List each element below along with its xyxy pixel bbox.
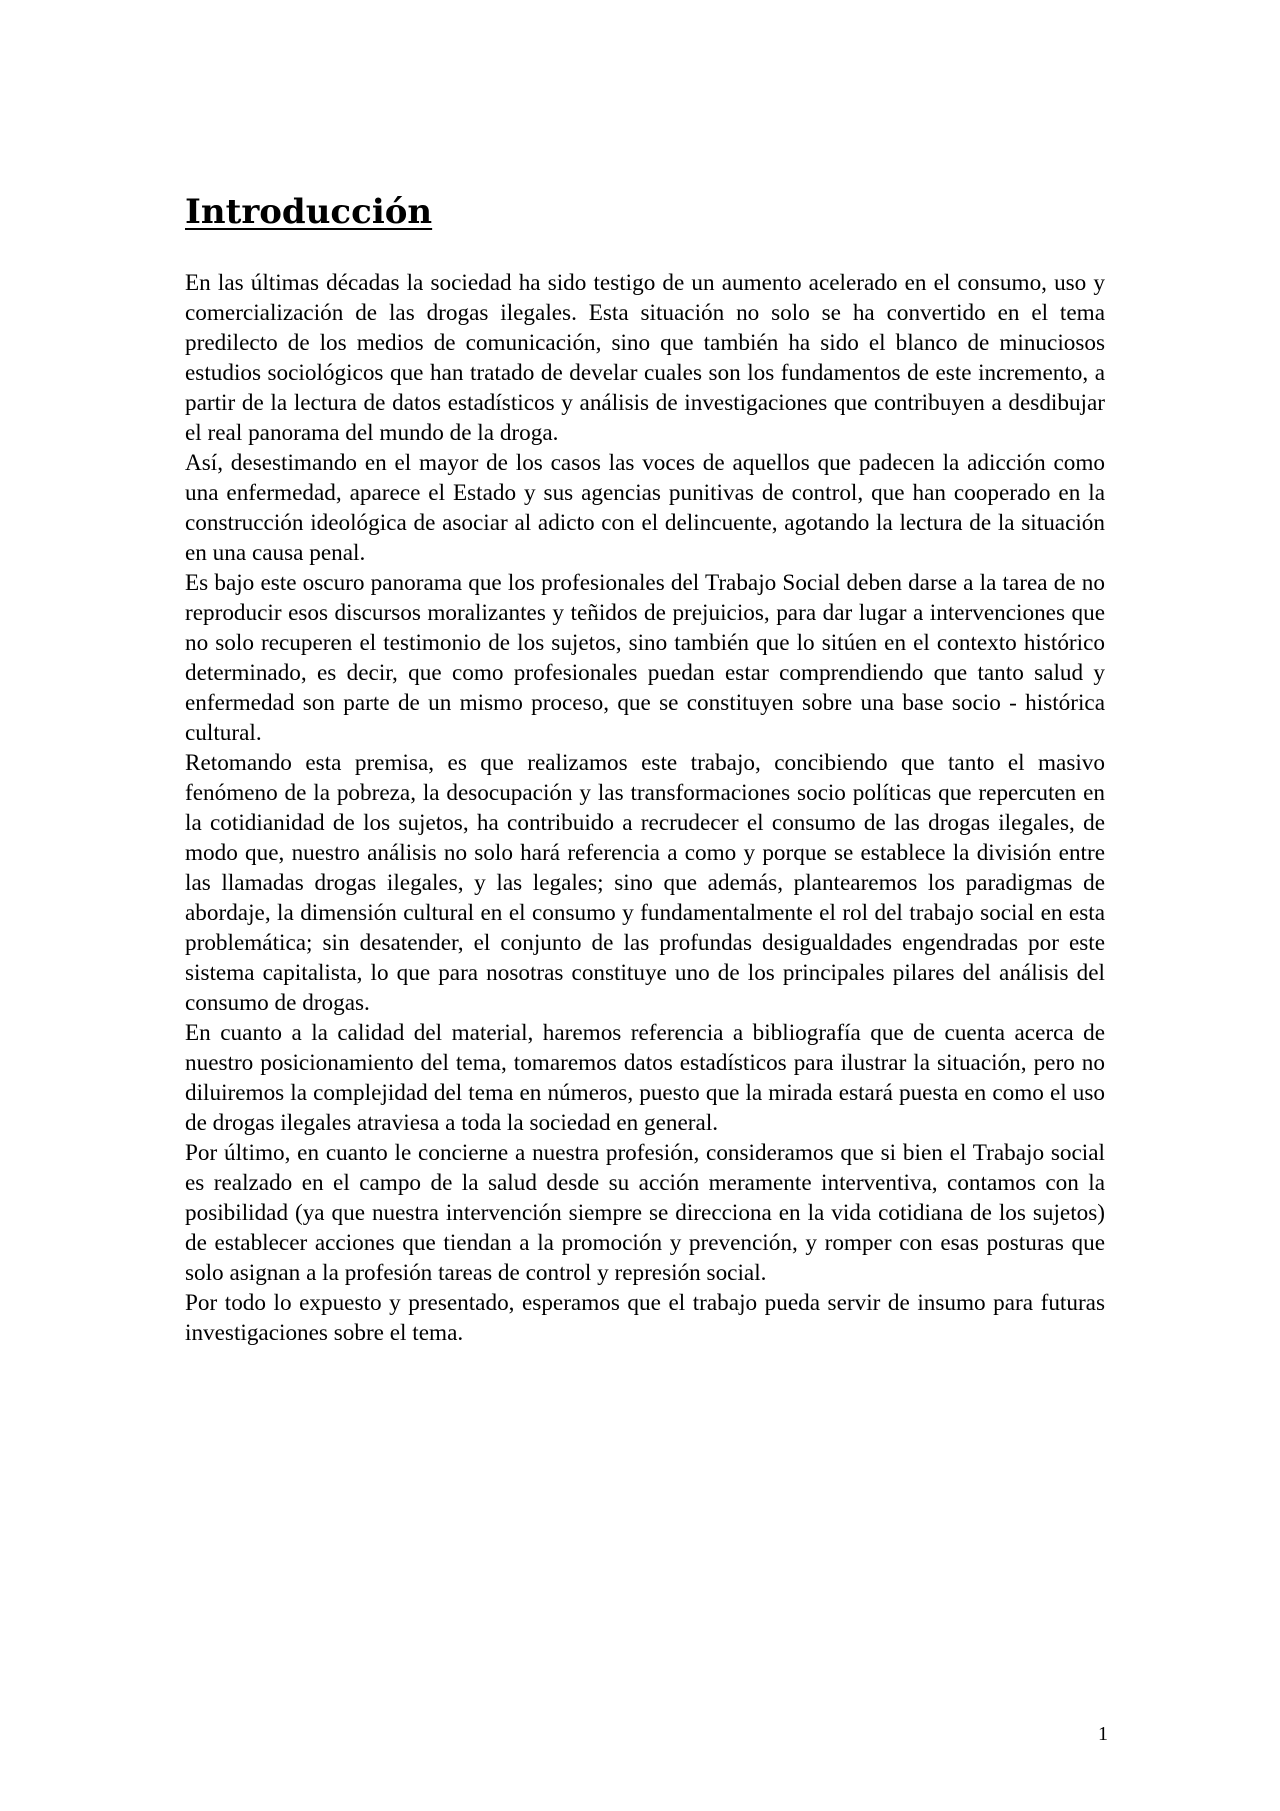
- page-number: 1: [1098, 1723, 1108, 1745]
- document-body: [185, 192, 1105, 1348]
- paragraph-7: Por todo lo expuesto y presentado, esperamos que el trabajo pueda servir de insumo para futuras investigaciones sobre el tema.: [185, 1290, 1105, 1346]
- paragraph-1: En las últimas décadas la sociedad ha sido testigo de un aumento acelerado en el consumo, uso y comercialización de las drogas ilegales. Esta situación no solo se ha convertido en el tema predilecto de los medios de comunicación, sino que también ha sido el blanco de minuciosos estudios sociológicos que han tratado de develar cuales son los fundamentos de este incremento, a partir de la lectura de datos estadísticos y análisis de investigaciones que contribuyen a desdibujar el real panorama del mundo de la droga.: [185, 270, 1105, 446]
- paragraph-3: Es bajo este oscuro panorama que los profesionales del Trabajo Social deben darse a la tarea de no reproducir esos discursos moralizantes y teñidos de prejuicios, para dar lugar a intervenciones que no solo recuperen el testimonio de los sujetos, sino también que lo sitúen en el contexto histórico determinado, es decir, que como profesionales puedan estar comprendiendo que tanto salud y enfermedad son parte de un mismo proceso, que se constituyen sobre una base socio - histórica cultural.: [185, 570, 1105, 746]
- page-title: Introducción: [185, 192, 433, 232]
- paragraph-4: Retomando esta premisa, es que realizamos este trabajo, concibiendo que tanto el masivo fenómeno de la pobreza, la desocupación y las transformaciones socio políticas que repercuten en la cotidianidad de los sujetos, ha contribuido a recrudecer el consumo de las drogas ilegales, de modo que, nuestro análisis no solo hará referencia a como y porque se establece la división entre las llamadas drogas ilegales, y las legales; sino que además, plantearemos los paradigmas de abordaje, la dimensión cultural en el consumo y fundamentalmente el rol del trabajo social en esta problemática; sin desatender, el conjunto de las profundas desigualdades engendradas por este sistema capitalista, lo que para nosotras constituye uno de los principales pilares del análisis del consumo de drogas.: [185, 750, 1105, 1016]
- paragraph-2: Así, desestimando en el mayor de los casos las voces de aquellos que padecen la adicción como una enfermedad, aparece el Estado y sus agencias punitivas de control, que han cooperado en la construcción ideológica de asociar al adicto con el delincuente, agotando la lectura de la situación en una causa penal.: [185, 450, 1105, 566]
- paragraph-6: Por último, en cuanto le concierne a nuestra profesión, consideramos que si bien el Trabajo social es realzado en el campo de la salud desde su acción meramente interventiva, contamos con la posibilidad (ya que nuestra intervención siempre se direcciona en la vida cotidiana de los sujetos) de establecer acciones que tiendan a la promoción y prevención, y romper con esas posturas que solo asignan a la profesión tareas de control y represión social.: [185, 1140, 1105, 1286]
- paragraph-5: En cuanto a la calidad del material, haremos referencia a bibliografía que de cuenta acerca de nuestro posicionamiento del tema, tomaremos datos estadísticos para ilustrar la situación, pero no diluiremos la complejidad del tema en números, puesto que la mirada estará puesta en como el uso de drogas ilegales atraviesa a toda la sociedad en general.: [185, 1020, 1105, 1136]
